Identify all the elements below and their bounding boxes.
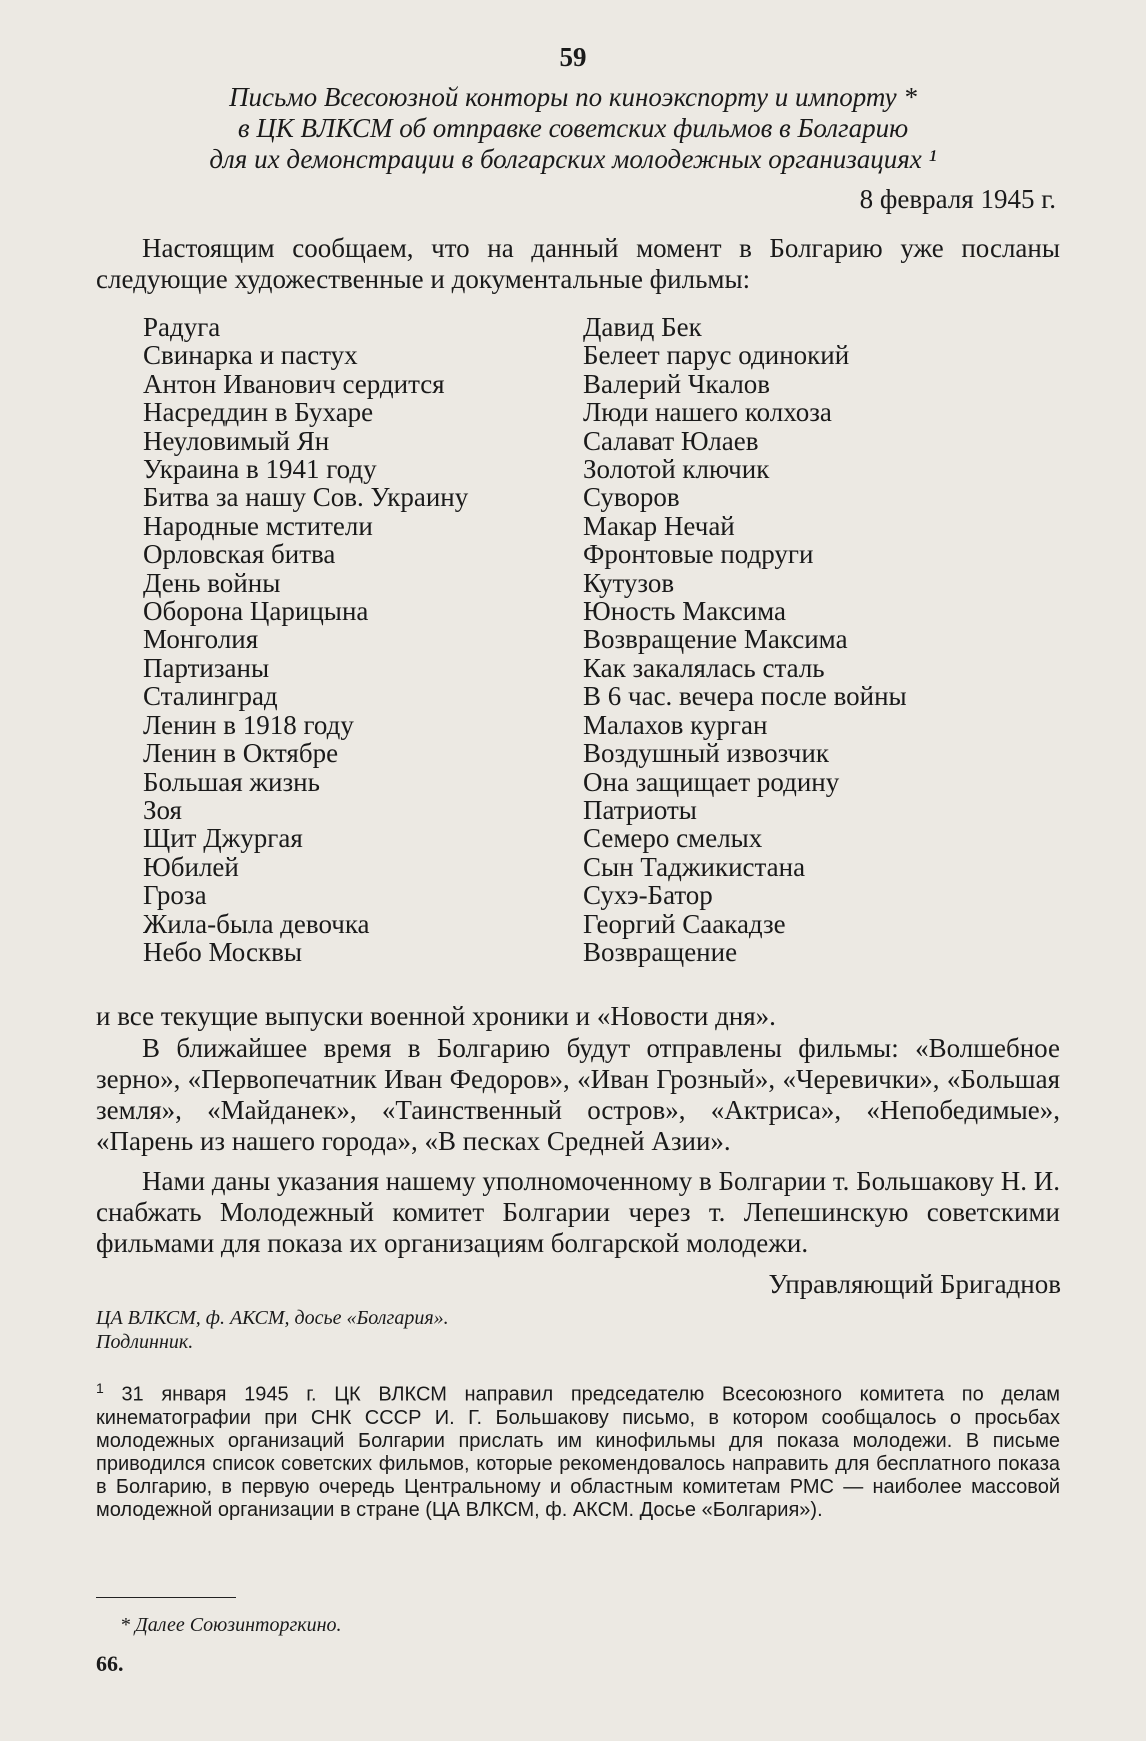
film-title: Оборона Царицына (143, 596, 369, 627)
film-title: Монголия (143, 624, 259, 655)
film-title: В 6 час. вечера после войны (583, 681, 907, 712)
film-title: Юность Максима (583, 596, 786, 627)
footnote: * Далее Союзинторгкино. (120, 1614, 342, 1636)
title-line: в ЦК ВЛКСМ об отправке советских фильмов в Болгарию (237, 113, 909, 143)
document-number: 59 (559, 42, 587, 72)
film-title: Валерий Чкалов (583, 368, 771, 399)
film-title: Щит Джургая (143, 823, 303, 854)
intro-paragraph: Настоящим сообщаем, что на данный момент в Болгарию уже посланы следующие художественные и документальные фильмы: (96, 233, 1060, 294)
film-title: Насреддин в Бухаре (143, 397, 374, 428)
film-title: Кутузов (583, 567, 675, 598)
film-title: Юбилей (143, 851, 239, 882)
film-title: Как закалялась сталь (583, 652, 825, 683)
film-title: Сын Таджикистана (583, 851, 806, 882)
film-title: Макар Нечай (583, 510, 735, 541)
film-title: Возвращение Максима (583, 624, 848, 655)
film-list-left-column (143, 313, 468, 966)
endnote-text: 31 января 1945 г. ЦК ВЛКСМ направил председателю Всесоюзного комитета по делам кинематографии при СНК СССР И. Г. Большакову письмо, в котором сообщалось о просьбах молодежных организаций Болгарии прислать им кинофильмы для показа молодежи. В письме приводился список советских фильмов, которые рекомендовалось направить для бесплатного показа в Болгарию, в первую очередь Центральному и областным комитетам РМС — наиболее массовой молодежной организации в стране (ЦА ВЛКСМ, ф. АКСМ. Досье «Болгария»). (96, 1383, 1061, 1521)
source-status: Подлинник. (96, 1331, 194, 1353)
film-title: Золотой ключик (583, 454, 770, 485)
film-title: Сухэ-Батор (583, 880, 713, 911)
film-title: Сталинград (143, 681, 278, 712)
document-date: 8 февраля 1945 г. (859, 184, 1056, 214)
film-title: Битва за нашу Сов. Украину (143, 482, 469, 513)
film-title: Украина в 1941 году (143, 454, 377, 485)
film-title: Фронтовые подруги (583, 539, 814, 570)
document-title (150, 82, 996, 175)
film-title: Свинарка и пастух (143, 340, 358, 371)
film-title: Патриоты (583, 794, 697, 825)
film-title: Антон Иванович сердится (143, 368, 445, 399)
film-title: Малахов курган (583, 709, 768, 740)
title-line: Письмо Всесоюзной конторы по киноэкспорту и импорту * (229, 82, 917, 112)
source-reference: ЦА ВЛКСМ, ф. АКСМ, досье «Болгария». (96, 1307, 449, 1329)
film-title: Партизаны (143, 652, 270, 683)
film-title: Небо Москвы (143, 936, 302, 967)
film-title: Зоя (143, 794, 182, 825)
film-title: Семеро смелых (583, 823, 763, 854)
film-list-right-column (583, 313, 907, 966)
film-title: Воздушный извозчик (583, 738, 829, 769)
upcoming-films-paragraph: В ближайшее время в Болгарию будут отправлены фильмы: «Волшебное зерно», «Первопечатник Иван Федоров», «Иван Грозный», «Черевички», «Большая земля», «Майданек», «Таинственный остров», «Актриса», «Непобедимые», «Парень из нашего города», «В песках Средней Азии». (96, 1033, 1060, 1156)
title-line: для их демонстрации в болгарских молодежных организациях ¹ (209, 144, 937, 174)
film-title: Гроза (143, 880, 207, 911)
signature: Управляющий Бригаднов (768, 1269, 1061, 1299)
endnote (96, 1377, 1060, 1522)
instructions-paragraph: Нами даны указания нашему уполномоченному в Болгарии т. Большакову Н. И. снабжать Молодежный комитет Болгарии через т. Лепешинскую советскими фильмами для показа их организациям болгарской молодежи. (96, 1166, 1060, 1258)
film-title: Радуга (143, 312, 221, 342)
film-title: Она защищает родину (583, 766, 840, 797)
film-title: Возвращение (583, 936, 738, 967)
film-title: Ленин в Октябре (143, 738, 339, 769)
film-title: Белеет парус одинокий (583, 340, 850, 371)
after-list-paragraph: и все текущие выпуски военной хроники и «Новости дня». (96, 1001, 776, 1031)
film-title: Салават Юлаев (583, 425, 759, 456)
film-title: Орловская битва (143, 539, 336, 570)
film-title: Большая жизнь (143, 766, 320, 797)
film-title: День войны (143, 567, 281, 598)
page-number: 66. (96, 1651, 124, 1676)
film-title: Народные мстители (143, 510, 373, 541)
film-title: Георгий Саакадзе (583, 908, 786, 939)
film-title: Суворов (583, 482, 680, 513)
film-title: Люди нашего колхоза (583, 397, 832, 428)
endnote-mark: 1 (96, 1380, 104, 1396)
archive-source (96, 1306, 449, 1354)
film-title: Ленин в 1918 году (143, 709, 354, 740)
film-title: Жила-была девочка (143, 908, 370, 939)
film-title: Давид Бек (583, 312, 702, 342)
film-title: Неуловимый Ян (143, 425, 330, 456)
footnote-divider (96, 1597, 236, 1598)
